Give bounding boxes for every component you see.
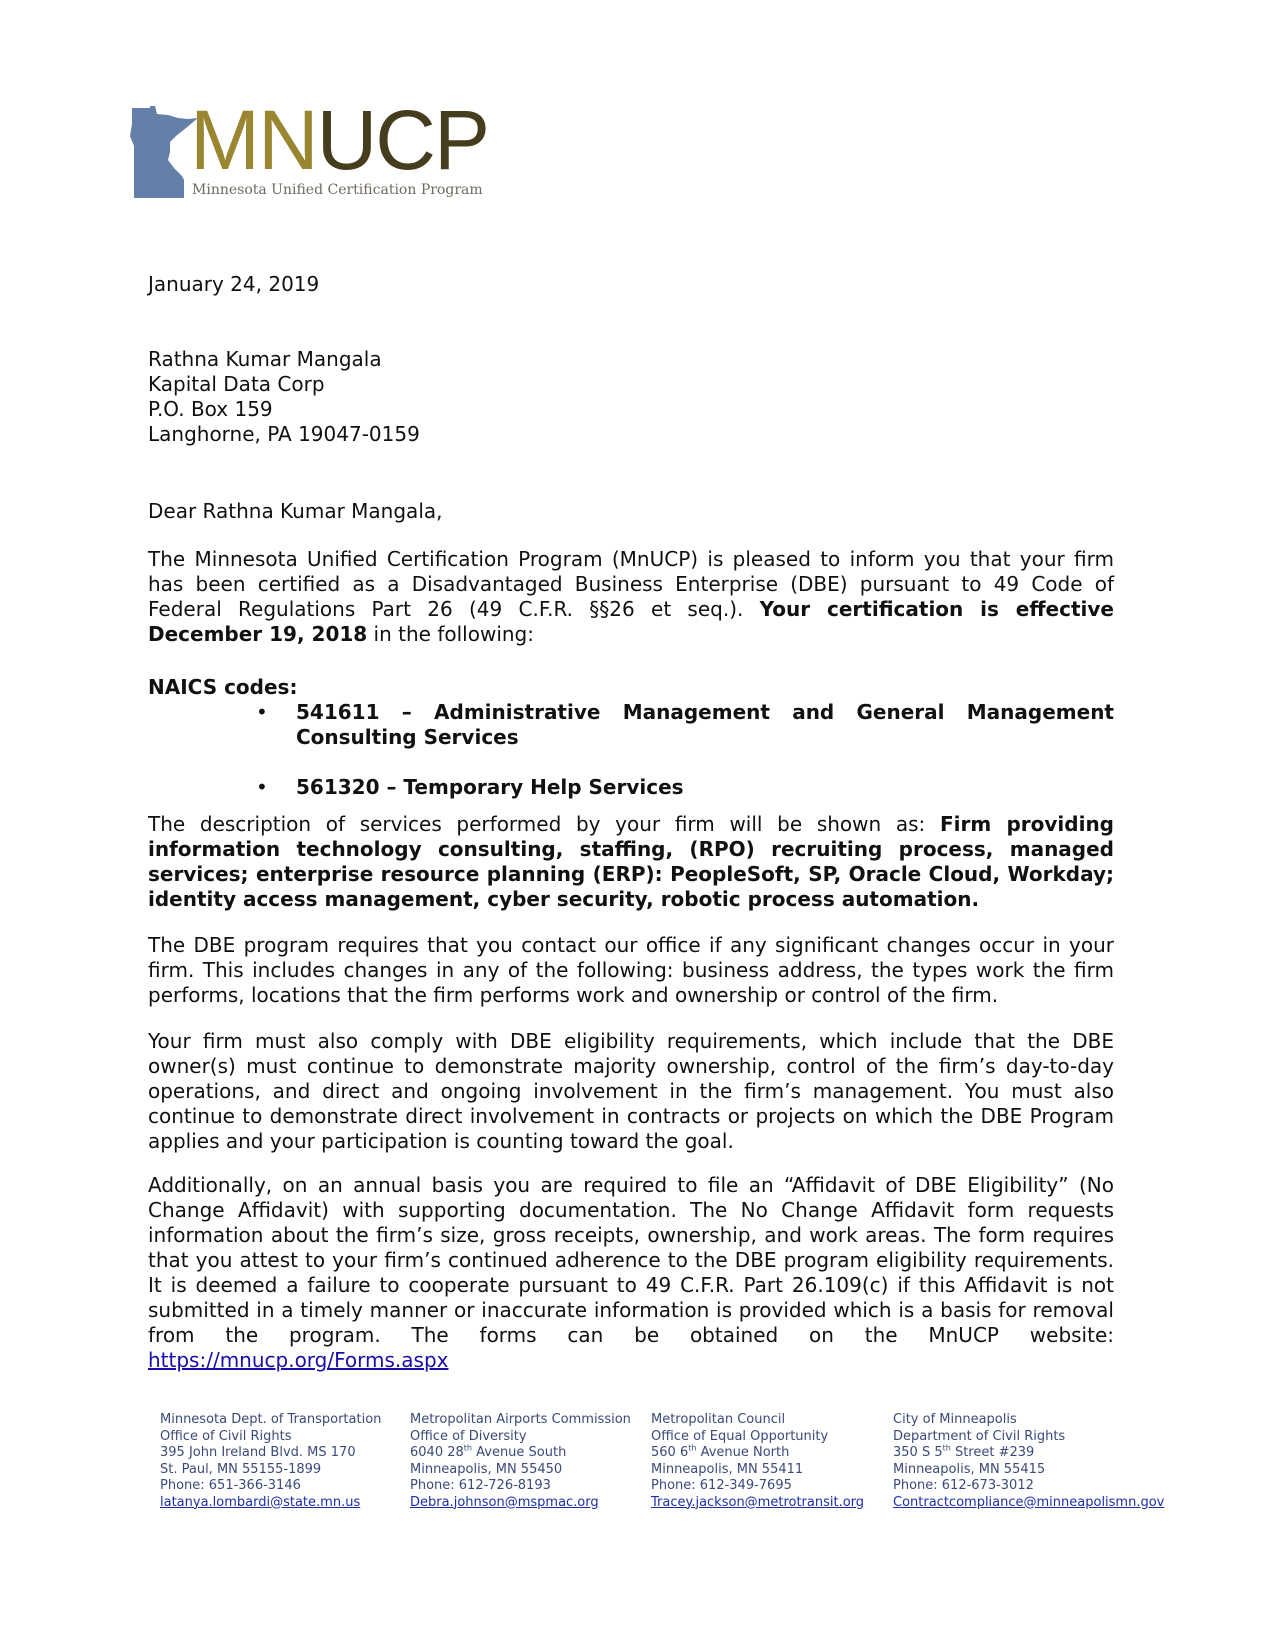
effective-date-text: Your certification is effective December 19, 2018 bbox=[148, 597, 1114, 646]
footer-phone: Phone: 612-673-3012 bbox=[893, 1478, 1034, 1493]
paragraph-changes: The DBE program requires that you contact our office if any significant changes occur in your firm. This includes changes in any of the following: business address, the types work the firm performs, locations that the firm performs work and ownership or control of the firm. bbox=[148, 933, 1114, 1007]
footer-office: Office of Civil Rights bbox=[160, 1428, 292, 1444]
footer-street: 395 John Ireland Blvd. MS 170 bbox=[160, 1445, 356, 1460]
footer-phone: Phone: 651-366-3146 bbox=[160, 1478, 301, 1493]
minnesota-state-icon bbox=[128, 106, 198, 198]
footer-email-link[interactable]: Debra.johnson@mspmac.org bbox=[410, 1494, 599, 1510]
naics-item: • 541611 – Administrative Management and General Management Consulting Services bbox=[256, 700, 1114, 750]
footer-phone: Phone: 612-349-7695 bbox=[651, 1478, 792, 1493]
letter-date: January 24, 2019 bbox=[148, 272, 320, 296]
mnucp-logo bbox=[128, 93, 508, 204]
footer-street: 560 6th Avenue North bbox=[651, 1443, 790, 1460]
footer-contact-metcouncil bbox=[651, 1412, 893, 1511]
footer-email-link[interactable]: Tracey.jackson@metrotransit.org bbox=[651, 1494, 865, 1510]
footer-email-link[interactable]: latanya.lombardi@state.mn.us bbox=[160, 1494, 361, 1510]
footer-office: Department of Civil Rights bbox=[893, 1428, 1066, 1444]
footer-street: 6040 28th Avenue South bbox=[410, 1443, 567, 1460]
naics-list bbox=[256, 700, 1114, 800]
services-intro: The description of services performed by your firm will be shown as: bbox=[148, 812, 940, 836]
footer-email-link[interactable]: Contractcompliance@minneapolismn.gov bbox=[893, 1494, 1165, 1510]
footer-office: Office of Diversity bbox=[410, 1428, 527, 1444]
recipient-address bbox=[148, 347, 420, 447]
footer-street: 350 S 5th Street #239 bbox=[893, 1443, 1035, 1460]
footer-org: City of Minneapolis bbox=[893, 1412, 1017, 1427]
footer-city: Minneapolis, MN 55450 bbox=[410, 1461, 563, 1477]
paragraph-services bbox=[148, 812, 1114, 912]
naics-item: • 561320 – Temporary Help Services bbox=[256, 775, 1114, 800]
naics-heading: NAICS codes: bbox=[148, 675, 298, 699]
forms-link[interactable]: https://mnucp.org/Forms.aspx bbox=[148, 1348, 449, 1372]
logo-subtitle: Minnesota Unified Certification Program bbox=[192, 182, 483, 198]
services-description: Firm providing information technology consulting, staffing, (RPO) recruiting process, managed services; enterprise resource planning (ERP): PeopleSoft, SP, Oracle Cloud, Workday; identity access management, cyber security, robotic process automation. bbox=[148, 812, 1114, 911]
footer-city: Minneapolis, MN 55415 bbox=[893, 1461, 1046, 1477]
footer-city: Minneapolis, MN 55411 bbox=[651, 1461, 804, 1477]
logo-ucp: UCP bbox=[316, 93, 488, 187]
certification-tail: in the following: bbox=[367, 622, 534, 646]
recipient-address-line2: Langhorne, PA 19047-0159 bbox=[148, 422, 420, 446]
recipient-company: Kapital Data Corp bbox=[148, 372, 325, 396]
footer-org: Minnesota Dept. of Transportation bbox=[160, 1412, 382, 1427]
affidavit-text: Additionally, on an annual basis you are required to file an “Affidavit of DBE Eligibility” (No Change Affidavit) with supporting documentation. The No Change Affidavit form requests information about the firm’s size, gross receipts, ownership, and work areas. The form requires that you attest to your firm’s continued adherence to the DBE program eligibility requirements. It is deemed a failure to cooperate pursuant to 49 C.F.R. Part 26.109(c) if this Affidavit is not submitted in a timely manner or inaccurate information is provided which is a basis for removal from the program. The forms can be obtained on the MnUCP website: bbox=[148, 1173, 1114, 1347]
footer-contacts bbox=[160, 1412, 1210, 1511]
footer-contact-minneapolis bbox=[893, 1412, 1164, 1511]
footer-office: Office of Equal Opportunity bbox=[651, 1428, 829, 1444]
footer-org: Metropolitan Council bbox=[651, 1412, 786, 1427]
salutation: Dear Rathna Kumar Mangala, bbox=[148, 499, 443, 523]
certification-text: The Minnesota Unified Certification Program (MnUCP) is pleased to inform you that your firm has been certified as a Disadvantaged Business Enterprise (DBE) pursuant to 49 Code of Federal Regulations Part 26 (49 C.F.R. §§26 et seq.). bbox=[148, 547, 1114, 621]
paragraph-affidavit bbox=[148, 1173, 1114, 1373]
paragraph-eligibility: Your firm must also comply with DBE eligibility requirements, which include that the DBE owner(s) must continue to demonstrate majority ownership, control of the firm’s day-to-day operations, and direct and ongoing involvement in the firm’s management. You must also continue to demonstrate direct involvement in contracts or projects on which the DBE Program applies and your participation is counting toward the goal. bbox=[148, 1029, 1114, 1153]
logo-mn: MN bbox=[190, 93, 317, 187]
recipient-address-line1: P.O. Box 159 bbox=[148, 397, 273, 421]
logo-wordmark bbox=[190, 93, 488, 187]
footer-org: Metropolitan Airports Commission bbox=[410, 1412, 631, 1427]
recipient-name: Rathna Kumar Mangala bbox=[148, 347, 382, 371]
footer-phone: Phone: 612-726-8193 bbox=[410, 1478, 551, 1493]
footer-contact-mndot bbox=[160, 1412, 410, 1511]
footer-city: St. Paul, MN 55155-1899 bbox=[160, 1461, 322, 1477]
footer-contact-mac bbox=[410, 1412, 651, 1511]
paragraph-certification bbox=[148, 547, 1114, 647]
